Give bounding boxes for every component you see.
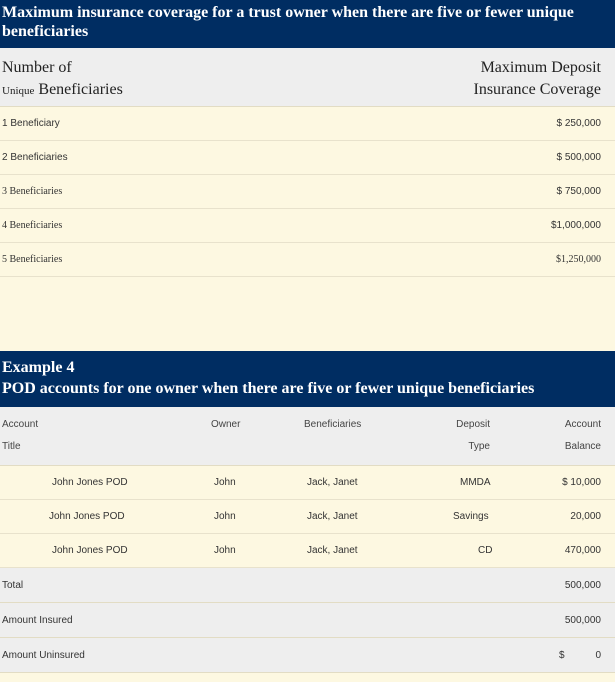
header-max-coverage: Maximum Deposit Insurance Coverage (473, 59, 601, 98)
header-owner: Owner (211, 419, 241, 430)
table1-header (0, 48, 615, 107)
table2-title: Example 4 POD accounts for one owner when there are five or fewer unique beneficiaries (0, 351, 615, 407)
total-row: Total 500,000 (0, 568, 615, 603)
table-row: 3 Beneficiaries $ 750,000 (0, 175, 615, 209)
table-row: 4 Beneficiaries $1,000,000 (0, 209, 615, 243)
header-beneficiaries: Beneficiaries (304, 419, 362, 430)
table-row: John Jones POD John Jack, Janet CD 470,000 (0, 534, 615, 568)
uninsured-row: Amount Uninsured $ 0 (0, 638, 615, 673)
header-deposit-type: Deposit Type (456, 419, 490, 452)
table-row: John Jones POD John Jack, Janet Savings 20,000 (0, 500, 615, 534)
table-row: 5 Beneficiaries $1,250,000 (0, 243, 615, 277)
table-row: John Jones POD John Jack, Janet MMDA $ 10,000 (0, 466, 615, 500)
table2-header (0, 407, 615, 466)
header-account-title: Account Title (2, 419, 39, 452)
header-unique-beneficiaries: Number of Unique Beneficiaries (2, 59, 123, 98)
header-account-balance: Account Balance (564, 419, 601, 452)
table1-title: Maximum insurance coverage for a trust owner when there are five or fewer unique beneficiaries (0, 0, 615, 48)
table-row: 2 Beneficiaries $ 500,000 (0, 141, 615, 175)
table-row: 1 Beneficiary $ 250,000 (0, 107, 615, 141)
insured-row: Amount Insured 500,000 (0, 603, 615, 638)
